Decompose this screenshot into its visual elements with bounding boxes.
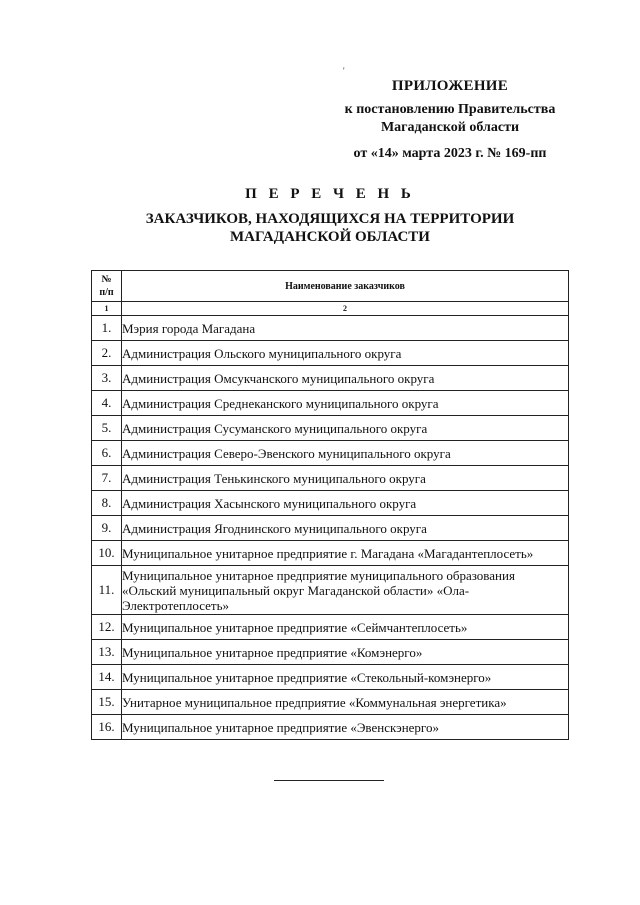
row-name: Администрация Хасынского муниципального округа — [122, 491, 569, 516]
row-name: Администрация Омсукчанского муниципального округа — [122, 366, 569, 391]
index-cell-name: 2 — [122, 302, 569, 316]
row-name: Муниципальное унитарное предприятие г. Магадана «Магадантеплосеть» — [122, 541, 569, 566]
list-subtitle-1: ЗАКАЗЧИКОВ, НАХОДЯЩИХСЯ НА ТЕРРИТОРИИ — [145, 211, 515, 227]
row-name: Администрация Сусуманского муниципального округа — [122, 416, 569, 441]
row-number: 5. — [92, 416, 122, 441]
row-number: 6. — [92, 441, 122, 466]
row-number: 1. — [92, 316, 122, 341]
table-row — [92, 665, 569, 690]
row-number: 16. — [92, 715, 122, 740]
table-row — [92, 516, 569, 541]
table-row — [92, 491, 569, 516]
column-header-number — [92, 271, 122, 302]
appendix-line-2: Магаданской области — [380, 120, 520, 135]
table-row — [92, 640, 569, 665]
closing-rule — [274, 780, 384, 781]
table-row — [92, 715, 569, 740]
row-name: Муниципальное унитарное предприятие «Сеймчантеплосеть» — [122, 615, 569, 640]
appendix-title: ПРИЛОЖЕНИЕ — [391, 78, 509, 94]
appendix-line-1: к постановлению Правительства — [344, 102, 556, 117]
row-number: 12. — [92, 615, 122, 640]
list-subtitle-2: МАГАДАНСКОЙ ОБЛАСТИ — [230, 229, 430, 245]
column-header-name: Наименование заказчиков — [122, 271, 569, 302]
row-number: 14. — [92, 665, 122, 690]
column-header-number-abbr: п/п — [99, 287, 114, 298]
row-number: 2. — [92, 341, 122, 366]
table-row — [92, 316, 569, 341]
row-name: Мэрия города Магадана — [122, 316, 569, 341]
table-row — [92, 566, 569, 615]
row-number: 11. — [92, 566, 122, 615]
row-number: 10. — [92, 541, 122, 566]
stray-mark: ' — [343, 66, 345, 76]
row-name: Муниципальное унитарное предприятие муниципального образования «Ольский муниципальный округ Магаданской области» «Ола-Электротеплосеть» — [122, 566, 569, 615]
table-row — [92, 541, 569, 566]
row-number: 13. — [92, 640, 122, 665]
column-header-number-sign: № — [101, 274, 112, 285]
row-number: 7. — [92, 466, 122, 491]
row-name: Администрация Ольского муниципального округа — [122, 341, 569, 366]
row-number: 15. — [92, 690, 122, 715]
table-row — [92, 441, 569, 466]
table-row — [92, 615, 569, 640]
row-name: Администрация Среднеканского муниципального округа — [122, 391, 569, 416]
row-name: Муниципальное унитарное предприятие «Комэнерго» — [122, 640, 569, 665]
row-name: Администрация Ягоднинского муниципального округа — [122, 516, 569, 541]
row-number: 4. — [92, 391, 122, 416]
row-name: Администрация Тенькинского муниципального округа — [122, 466, 569, 491]
list-title: П Е Р Е Ч Е Н Ь — [245, 186, 415, 202]
customers-table — [91, 270, 569, 740]
index-cell-number: 1 — [92, 302, 122, 316]
table-row — [92, 416, 569, 441]
row-name: Муниципальное унитарное предприятие «Стекольный-комэнерго» — [122, 665, 569, 690]
row-name: Унитарное муниципальное предприятие «Коммунальная энергетика» — [122, 690, 569, 715]
table-row — [92, 690, 569, 715]
table-row — [92, 466, 569, 491]
table-row — [92, 391, 569, 416]
appendix-date-line: от «14» марта 2023 г. № 169-пп — [353, 146, 547, 161]
table-index-row — [92, 302, 569, 316]
row-number: 8. — [92, 491, 122, 516]
row-name: Муниципальное унитарное предприятие «Эвенскэнерго» — [122, 715, 569, 740]
row-number: 3. — [92, 366, 122, 391]
table-header-row — [92, 271, 569, 302]
row-name: Администрация Северо-Эвенского муниципального округа — [122, 441, 569, 466]
table-row — [92, 366, 569, 391]
row-number: 9. — [92, 516, 122, 541]
table-row — [92, 341, 569, 366]
